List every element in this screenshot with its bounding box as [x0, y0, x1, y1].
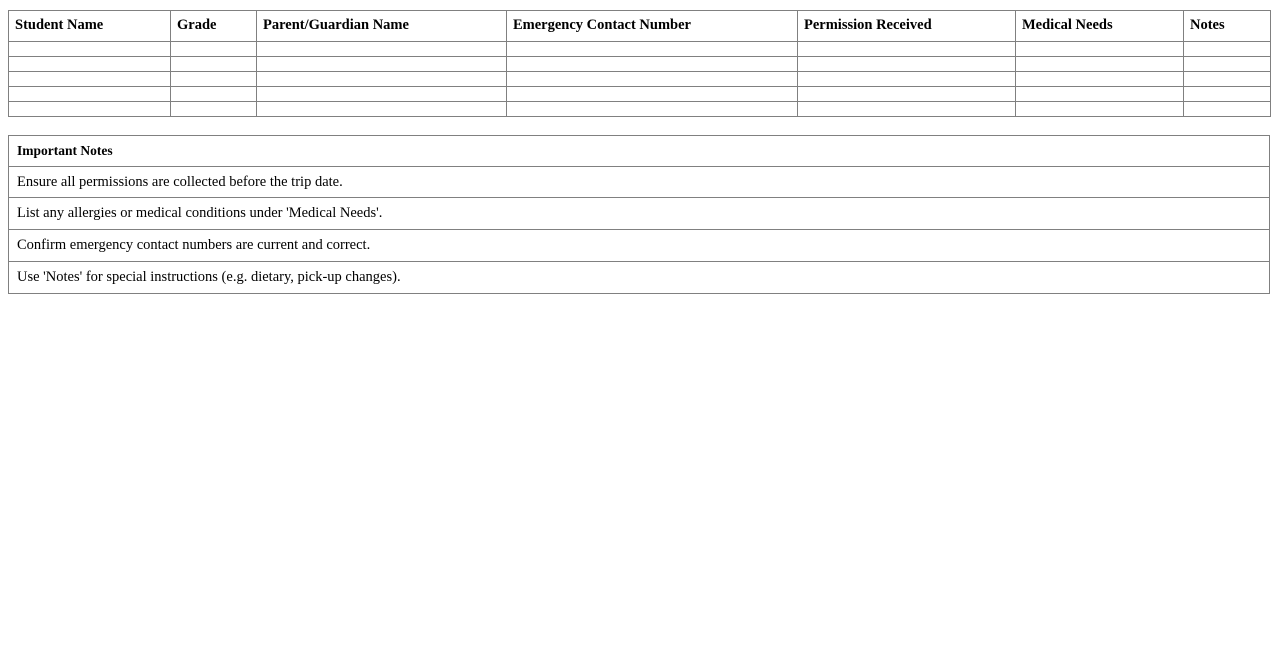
cell-grade[interactable]	[171, 57, 257, 72]
cell-student-name[interactable]	[9, 87, 171, 102]
column-header-parent-guardian-name: Parent/Guardian Name	[257, 11, 507, 42]
cell-parent-guardian-name[interactable]	[257, 42, 507, 57]
cell-emergency-contact-number[interactable]	[507, 87, 798, 102]
cell-parent-guardian-name[interactable]	[257, 102, 507, 117]
column-header-grade: Grade	[171, 11, 257, 42]
roster-table-head	[9, 11, 1271, 42]
cell-parent-guardian-name[interactable]	[257, 57, 507, 72]
cell-notes[interactable]	[1184, 102, 1271, 117]
cell-emergency-contact-number[interactable]	[507, 102, 798, 117]
list-item	[9, 262, 1270, 294]
cell-medical-needs[interactable]	[1016, 42, 1184, 57]
column-header-student-name: Student Name	[9, 11, 171, 42]
list-item	[9, 166, 1270, 198]
cell-emergency-contact-number[interactable]	[507, 72, 798, 87]
cell-grade[interactable]	[171, 87, 257, 102]
cell-permission-received[interactable]	[798, 57, 1016, 72]
note-text: List any allergies or medical conditions under 'Medical Needs'.	[9, 198, 1270, 230]
list-item	[9, 230, 1270, 262]
list-item	[9, 198, 1270, 230]
student-roster-table	[8, 10, 1271, 117]
table-row[interactable]	[9, 42, 1271, 57]
cell-student-name[interactable]	[9, 102, 171, 117]
cell-student-name[interactable]	[9, 72, 171, 87]
cell-grade[interactable]	[171, 102, 257, 117]
cell-medical-needs[interactable]	[1016, 57, 1184, 72]
cell-emergency-contact-number[interactable]	[507, 42, 798, 57]
notes-header-label: Important Notes	[9, 136, 1270, 167]
important-notes-table	[8, 135, 1270, 294]
cell-notes[interactable]	[1184, 72, 1271, 87]
table-row[interactable]	[9, 57, 1271, 72]
note-text: Ensure all permissions are collected before the trip date.	[9, 166, 1270, 198]
cell-medical-needs[interactable]	[1016, 87, 1184, 102]
column-header-notes: Notes	[1184, 11, 1271, 42]
cell-parent-guardian-name[interactable]	[257, 87, 507, 102]
cell-notes[interactable]	[1184, 57, 1271, 72]
notes-table-head	[9, 136, 1270, 167]
cell-permission-received[interactable]	[798, 87, 1016, 102]
cell-grade[interactable]	[171, 72, 257, 87]
cell-emergency-contact-number[interactable]	[507, 57, 798, 72]
cell-student-name[interactable]	[9, 57, 171, 72]
table-gap-divider	[8, 117, 1270, 135]
document-page	[0, 0, 1278, 294]
cell-medical-needs[interactable]	[1016, 72, 1184, 87]
note-text: Use 'Notes' for special instructions (e.g. dietary, pick-up changes).	[9, 262, 1270, 294]
cell-grade[interactable]	[171, 42, 257, 57]
cell-parent-guardian-name[interactable]	[257, 72, 507, 87]
table-row[interactable]	[9, 72, 1271, 87]
column-header-medical-needs: Medical Needs	[1016, 11, 1184, 42]
column-header-emergency-contact-number: Emergency Contact Number	[507, 11, 798, 42]
cell-notes[interactable]	[1184, 87, 1271, 102]
column-header-permission-received: Permission Received	[798, 11, 1016, 42]
table-row[interactable]	[9, 102, 1271, 117]
cell-medical-needs[interactable]	[1016, 102, 1184, 117]
cell-permission-received[interactable]	[798, 42, 1016, 57]
cell-notes[interactable]	[1184, 42, 1271, 57]
notes-header-row	[9, 136, 1270, 167]
cell-student-name[interactable]	[9, 42, 171, 57]
notes-table-body	[9, 166, 1270, 293]
cell-permission-received[interactable]	[798, 72, 1016, 87]
cell-permission-received[interactable]	[798, 102, 1016, 117]
table-row[interactable]	[9, 87, 1271, 102]
roster-header-row	[9, 11, 1271, 42]
roster-table-body	[9, 42, 1271, 117]
note-text: Confirm emergency contact numbers are current and correct.	[9, 230, 1270, 262]
